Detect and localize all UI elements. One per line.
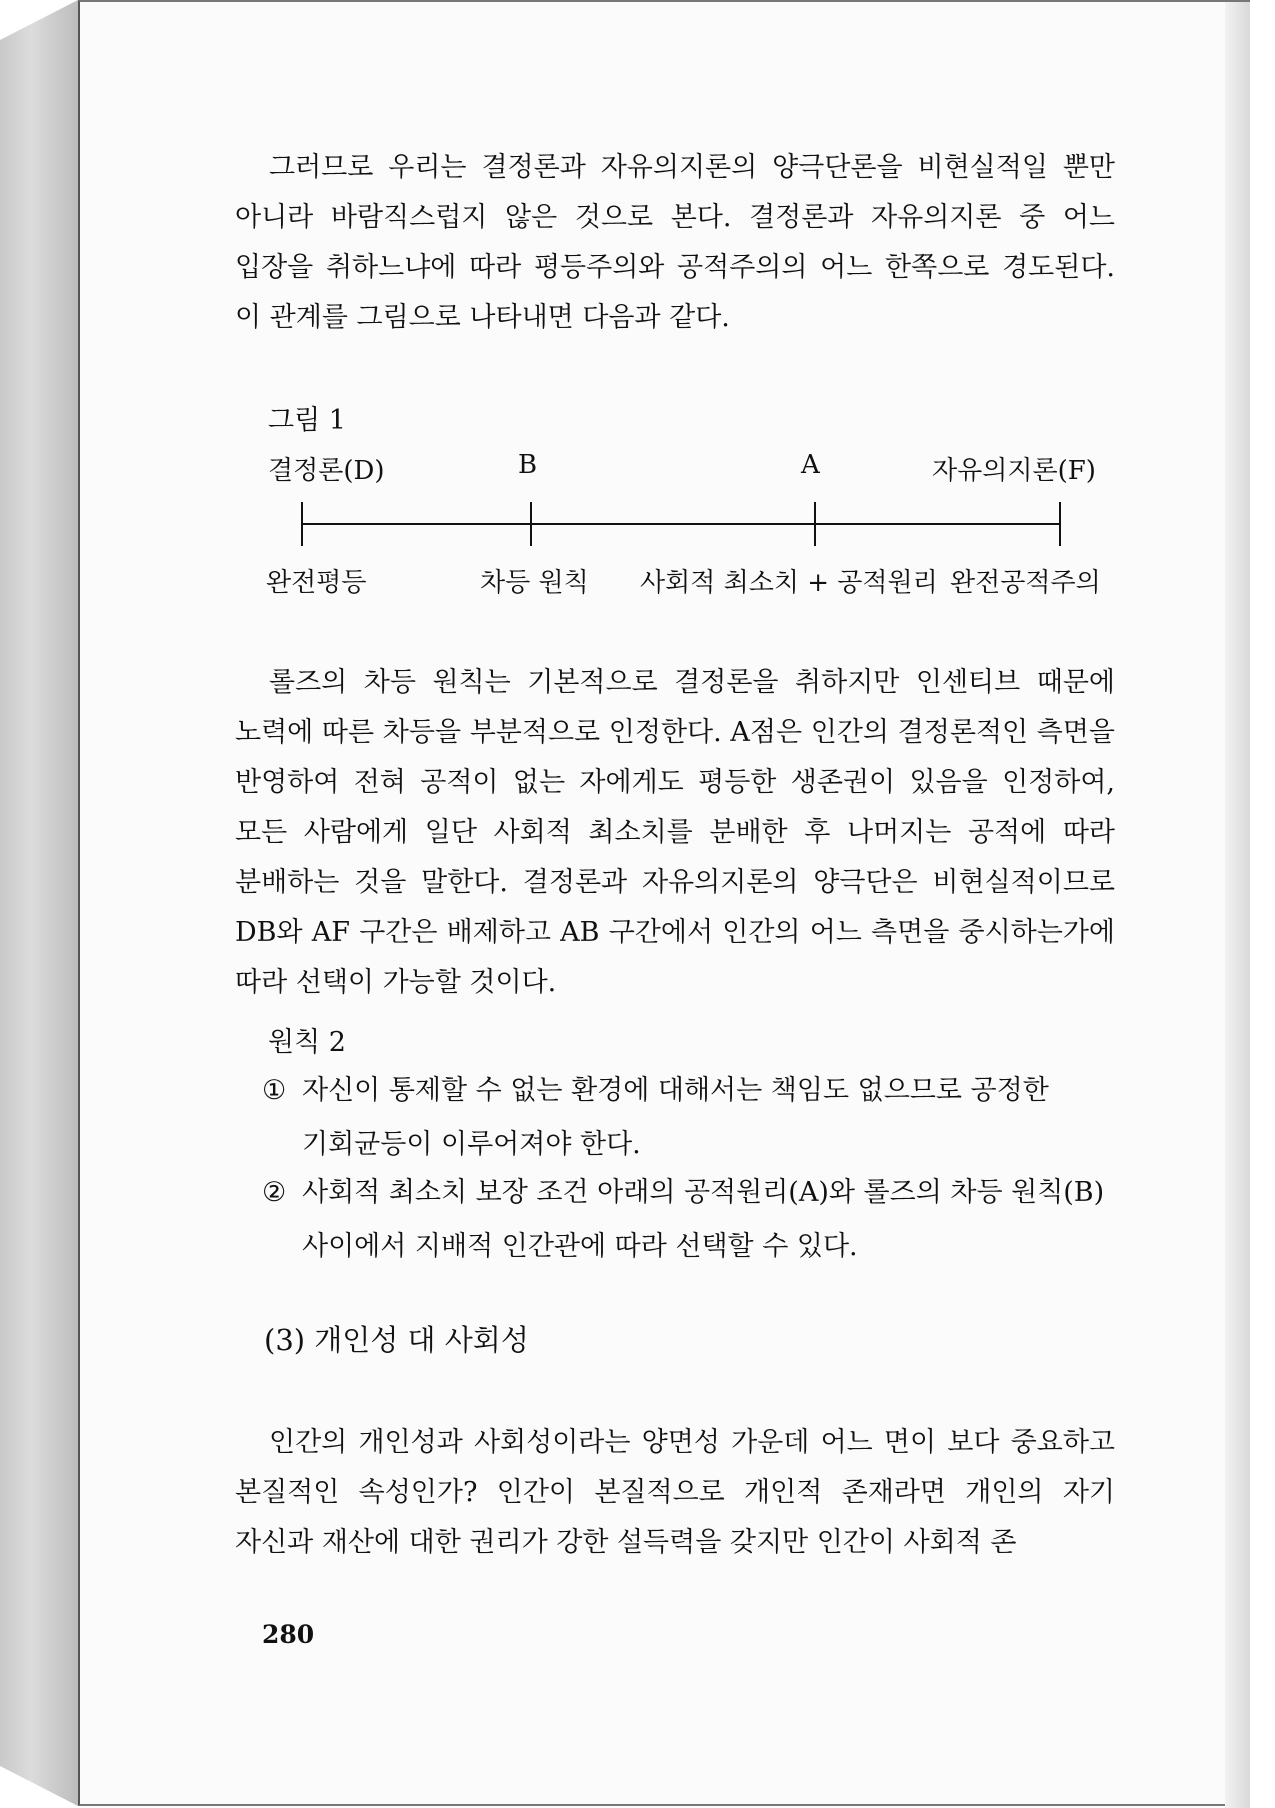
paragraph-individuality: 인간의 개인성과 사회성이라는 양면성 가운데 어느 면이 보다 중요하고 본질적인 속성인가? 인간이 본질적으로 개인적 존재라면 개인의 자기 자신과 재산에 대한 권리가 강한 설득력을 갖지만 인간이 사회적 존 — [235, 1427, 1115, 1558]
label-difference-principle: 차등 원칙 — [480, 568, 589, 598]
spine-bottom-edge — [0, 1766, 78, 1806]
page-number: 280 — [262, 1620, 315, 1649]
item-marker: ② — [262, 1177, 287, 1208]
paragraph-intro: 그러므로 우리는 결정론과 자유의지론의 양극단론을 비현실적일 뿐만 아니라 바람직스럽지 않은 것으로 본다. 결정론과 자유의지론 중 어느 입장을 취하느냐에 따라 평등주의와 공적주의의 어느 한쪽으로 경도된다. 이 관계를 그림으로 나타내면 다음과 같다. — [235, 152, 1115, 333]
label-complete-equality: 완전평등 — [266, 568, 367, 598]
label-point-b: B — [518, 450, 538, 480]
label-free-will: 자유의지론(F) — [932, 456, 1096, 486]
principle-title: 원칙 2 — [268, 1027, 346, 1058]
book-spine — [0, 0, 78, 1806]
item-marker: ① — [262, 1075, 287, 1106]
item-text: 사회적 최소치 보장 조건 아래의 공적원리(A)와 롤즈의 차등 원칙(B) 사이에서 지배적 인간관에 따라 선택할 수 있다. — [302, 1177, 1105, 1262]
label-social-minimum-merit: 사회적 최소치 + 공적원리 — [640, 568, 938, 598]
label-point-a: A — [801, 450, 820, 480]
item-text: 자신이 통제할 수 없는 환경에 대해서는 책임도 없으므로 공정한 기회균등이 이루어져야 한다. — [302, 1075, 1049, 1160]
label-determinism: 결정론(D) — [268, 456, 385, 486]
paragraph-rawls: 롤즈의 차등 원칙는 기본적으로 결정론을 취하지만 인센티브 때문에 노력에 따른 차등을 부분적으로 인정한다. A점은 인간의 결정론적인 측면을 반영하여 전혀 공적이 없는 자에게도 평등한 생존권이 있음을 인정하여, 모든 사람에게 일단 사회적 최소치를 분배한 후 나머지는 공적에 따라 분배하는 것을 말한다. 결정론과 자유의지론의 양극단은 비현실적이므로 DB와 AF 구간은 배제하고 AB 구간에서 인간의 어느 측면을 중시하는가에 따라 선택이 가능할 것이다. — [235, 667, 1115, 998]
section-heading: (3) 개인성 대 사회성 — [264, 1323, 529, 1357]
principle-item — [262, 1064, 1114, 1172]
spectrum-line-diagram — [300, 500, 1062, 548]
figure-label: 그림 1 — [268, 405, 346, 436]
principle-item — [262, 1166, 1114, 1274]
spine-top-edge — [0, 0, 78, 40]
label-complete-meritocracy: 완전공적주의 — [950, 568, 1101, 598]
page-edge-shadow — [1225, 2, 1250, 1808]
